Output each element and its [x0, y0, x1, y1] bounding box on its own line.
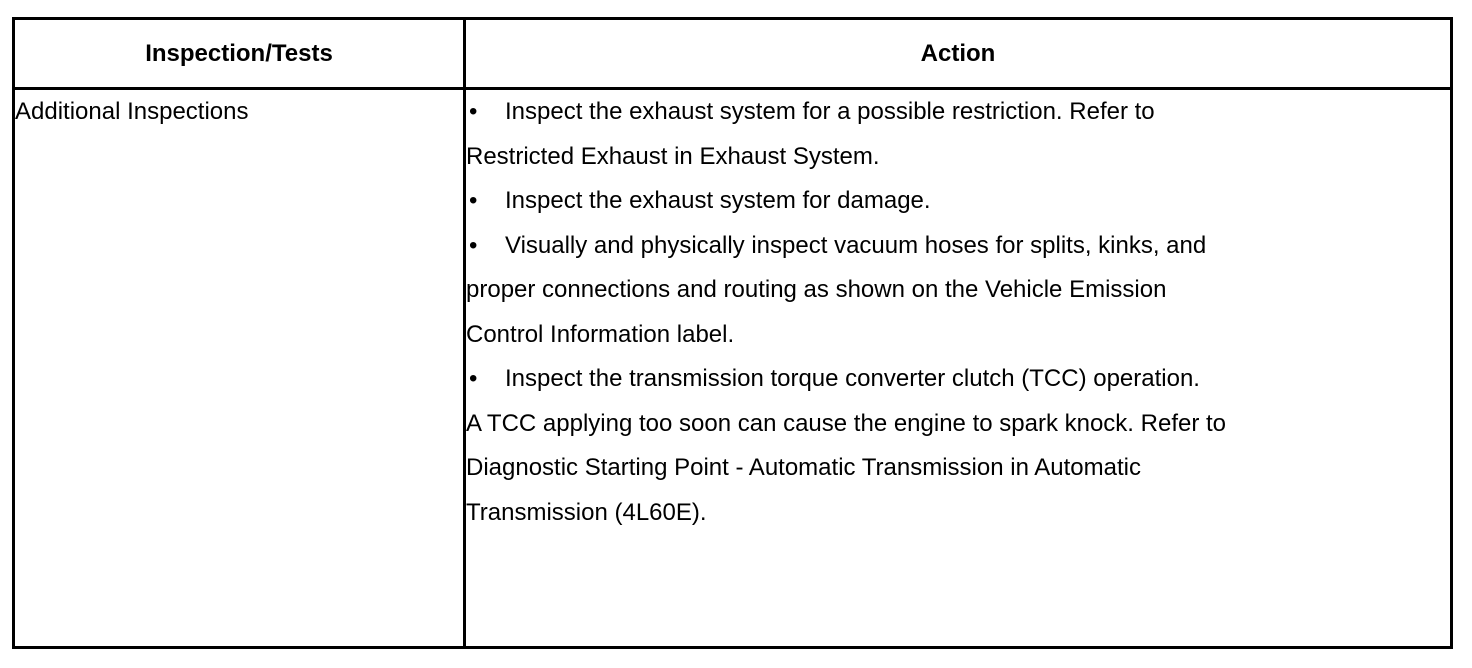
action-text: Inspect the transmission torque converter clutch (TCC) operation.: [505, 365, 1200, 392]
bullet-icon: •: [469, 231, 478, 259]
action-line: [466, 402, 1450, 447]
action-text: Restricted Exhaust in Exhaust System.: [466, 142, 880, 170]
header-inspection-tests: Inspection/Tests: [14, 19, 465, 89]
action-text: Visually and physically inspect vacuum hoses for splits, kinks, and: [505, 231, 1207, 259]
inspection-cell: [14, 89, 465, 648]
header-action: Action: [465, 19, 1452, 89]
action-line: [466, 135, 1450, 180]
action-cell: [465, 89, 1452, 648]
table-row: [14, 89, 1452, 648]
action-line: [466, 313, 1450, 358]
action-line: [466, 446, 1450, 491]
action-line: [466, 224, 1450, 269]
action-text: proper connections and routing as shown on the Vehicle Emission: [466, 276, 1167, 303]
table-header-row: [14, 19, 1452, 89]
inspection-action-table: [12, 17, 1453, 649]
action-list: [466, 90, 1450, 535]
action-line: [466, 90, 1450, 135]
action-line: [466, 179, 1450, 224]
action-text: Inspect the exhaust system for damage.: [505, 187, 931, 214]
action-text: Inspect the exhaust system for a possible restriction. Refer to: [505, 98, 1155, 125]
action-line: [466, 357, 1450, 402]
action-text: Transmission (4L60E).: [466, 498, 707, 526]
inspection-label: Additional Inspections: [15, 98, 249, 125]
bullet-icon: •: [469, 98, 478, 125]
action-text: A TCC applying too soon can cause the engine to spark knock. Refer to: [466, 409, 1227, 437]
action-text: Diagnostic Starting Point - Automatic Transmission in Automatic: [466, 454, 1141, 481]
action-line: [466, 268, 1450, 313]
bullet-icon: •: [469, 187, 478, 214]
bullet-icon: •: [469, 365, 478, 392]
action-text: Control Information label.: [466, 320, 735, 348]
action-line: [466, 491, 1450, 536]
